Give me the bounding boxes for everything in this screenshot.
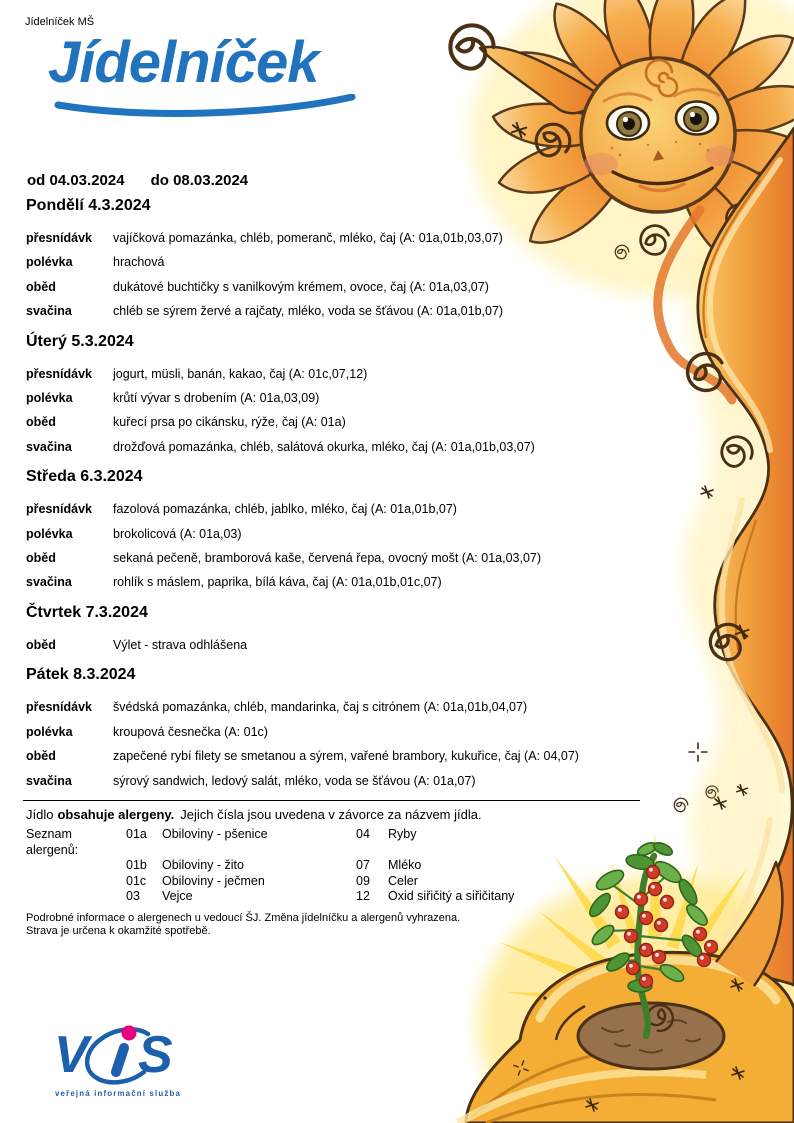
- vis-i-dot-icon: [122, 1026, 137, 1041]
- allergen-row: [26, 874, 644, 890]
- allergen-separator-line: [23, 800, 640, 801]
- day-title: Úterý 5.3.2024: [26, 332, 134, 350]
- meal-label: polévka: [26, 526, 73, 541]
- vis-letter-v: V: [54, 1026, 89, 1084]
- allergen-code: 01c: [126, 873, 147, 888]
- footer-note-1: Podrobné informace o alergenech u vedoucí ŠJ. Změna jídelníčku a alergenů vyhrazena.: [26, 911, 461, 924]
- allergen-code: 07: [356, 858, 370, 873]
- allergen-name: Celer: [388, 873, 418, 888]
- allergen-intro-bold: obsahuje alergeny.: [57, 806, 175, 822]
- meal-text: sekaná pečeně, bramborová kaše, červená řepa, ovocný mošt (A: 01a,03,07): [113, 551, 542, 566]
- footer-notes: [26, 912, 644, 939]
- meal-label: polévka: [26, 724, 73, 739]
- meal-text: sýrový sandwich, ledový salát, mléko, voda se šťávou (A: 01a,07): [113, 773, 476, 788]
- allergen-code: 04: [356, 826, 370, 841]
- meal-label: svačina: [26, 439, 72, 454]
- meal-label: oběd: [26, 749, 56, 764]
- allergen-name: Mléko: [388, 858, 422, 873]
- meal-label: přesnídávk: [26, 231, 93, 245]
- footer-note-2: Strava je určena k okamžité spotřebě.: [26, 925, 211, 938]
- meal-row: [26, 497, 644, 521]
- day-section-monday: [26, 196, 644, 324]
- meal-text: fazolová pomazánka, chléb, jablko, mléko, čaj (A: 01a,01b,07): [113, 502, 457, 517]
- day-title: Pátek 8.3.2024: [26, 666, 136, 684]
- meal-text: švédská pomazánka, chléb, mandarinka, čaj s citrónem (A: 01a,01b,04,07): [113, 700, 528, 715]
- allergen-name: Vejce: [162, 889, 193, 904]
- date-from: od 04.03.2024: [27, 172, 125, 189]
- day-section-tuesday: [26, 332, 644, 460]
- meal-row: [26, 695, 644, 719]
- allergen-name: Obiloviny - žito: [162, 858, 244, 873]
- corner-label: Jídelníček MŠ: [25, 16, 95, 28]
- day-section-wednesday: [26, 467, 644, 595]
- meal-row: [26, 633, 644, 657]
- allergen-code: 12: [356, 889, 370, 904]
- meal-label: přesnídávk: [26, 502, 93, 517]
- meal-label: oběd: [26, 415, 56, 430]
- meal-text: Výlet - strava odhlášena: [113, 637, 248, 652]
- meal-label: oběd: [26, 279, 56, 294]
- allergen-row: [26, 827, 644, 858]
- allergen-code: 09: [356, 873, 370, 888]
- allergen-name: Ryby: [388, 826, 417, 841]
- meal-label: polévka: [26, 255, 73, 270]
- meal-row: [26, 299, 644, 323]
- meal-row: [26, 720, 644, 744]
- meal-row: [26, 386, 644, 410]
- allergen-intro-prefix: Jídlo: [26, 806, 54, 822]
- vis-letter-i-stem: [116, 1048, 124, 1072]
- day-title: Čtvrtek 7.3.2024: [26, 603, 148, 621]
- date-to: do 08.03.2024: [150, 172, 249, 189]
- allergen-code: 01a: [126, 826, 147, 841]
- day-title: Pondělí 4.3.2024: [26, 197, 151, 214]
- meal-text: brokolicová (A: 01a,03): [113, 526, 242, 541]
- allergen-intro: [26, 805, 644, 825]
- meal-text: chléb se sýrem žervé a rajčaty, mléko, voda se šťávou (A: 01a,01b,07): [113, 304, 504, 319]
- meal-row: [26, 769, 644, 793]
- meal-text: jogurt, müsli, banán, kakao, čaj (A: 01c,07,12): [113, 366, 368, 381]
- meal-label: svačina: [26, 304, 72, 319]
- day-section-thursday: [26, 603, 644, 657]
- meal-row: [26, 362, 644, 386]
- vis-letter-s: S: [138, 1026, 173, 1084]
- meal-text: rohlík s máslem, paprika, bílá káva, čaj (A: 01a,01b,01c,07): [113, 575, 442, 590]
- allergen-row: [26, 858, 644, 874]
- meal-row: [26, 546, 644, 570]
- meal-text: kuřecí prsa po cikánsku, rýže, čaj (A: 01a): [113, 415, 346, 430]
- day-title: Středa 6.3.2024: [26, 468, 143, 486]
- meal-label: přesnídávk: [26, 366, 93, 381]
- meal-text: krůtí vývar s drobením (A: 01a,03,09): [113, 391, 320, 406]
- menu: [26, 196, 644, 939]
- logo-text: Jídelníček: [48, 30, 319, 95]
- meal-label: svačina: [26, 773, 72, 788]
- allergen-table: [26, 827, 644, 905]
- meal-row: [26, 744, 644, 768]
- meal-label: polévka: [26, 391, 73, 406]
- allergen-row: [26, 889, 644, 905]
- menu-logo: [48, 30, 378, 120]
- meal-text: dukátové buchtičky s vanilkovým krémem, ovoce, čaj (A: 01a,03,07): [113, 279, 489, 294]
- allergen-code: 03: [126, 889, 140, 904]
- meal-text: kroupová česnečka (A: 01c): [113, 724, 268, 739]
- meal-text: vajíčková pomazánka, chléb, pomeranč, mléko, čaj (A: 01a,01b,03,07): [113, 231, 503, 245]
- meal-row: [26, 275, 644, 299]
- meal-label: oběd: [26, 551, 56, 566]
- allergen-code: 01b: [126, 858, 147, 873]
- meal-label: přesnídávk: [26, 700, 93, 715]
- meal-row: [26, 435, 644, 459]
- meal-text: drožďová pomazánka, chléb, salátová okurka, mléko, čaj (A: 01a,01b,03,07): [113, 439, 535, 454]
- allergen-name: Obiloviny - ječmen: [162, 873, 265, 888]
- logo-underline-swoosh-icon: [48, 94, 360, 120]
- allergen-name: Oxid siřičitý a siřičitany: [388, 889, 515, 904]
- meal-text: hrachová: [113, 255, 165, 270]
- meal-label: oběd: [26, 637, 56, 652]
- allergen-intro-suffix: Jejich čísla jsou uvedena v závorce za názvem jídla.: [180, 806, 482, 822]
- date-range: [27, 172, 248, 189]
- vis-logo: [52, 1020, 188, 1109]
- meal-text: zapečené rybí filety se smetanou a sýrem, vařené brambory, kukuřice, čaj (A: 04,07): [113, 749, 579, 764]
- meal-label: svačina: [26, 575, 72, 590]
- allergen-list-label: Seznam alergenů:: [26, 826, 79, 857]
- vis-caption: veřejná informační služba: [55, 1089, 181, 1098]
- meal-row: [26, 570, 644, 594]
- meal-row: [26, 522, 644, 546]
- meal-row: [26, 250, 644, 274]
- meal-row: [26, 410, 644, 434]
- day-section-friday: [26, 665, 644, 793]
- meal-row: [26, 226, 644, 250]
- allergen-name: Obiloviny - pšenice: [162, 826, 268, 841]
